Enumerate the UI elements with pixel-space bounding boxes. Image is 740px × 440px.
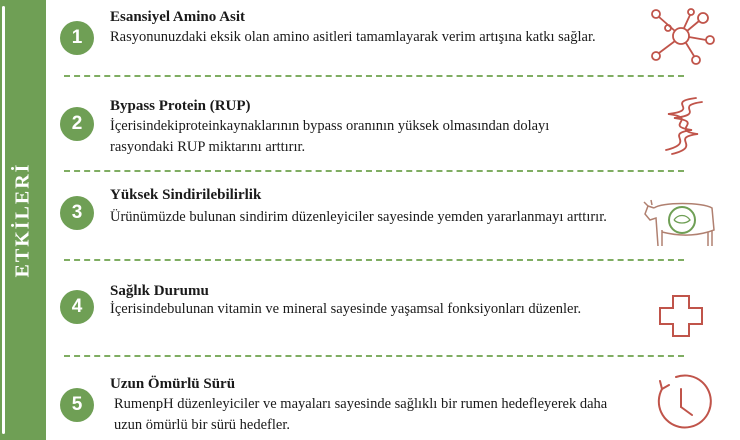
health-cross-icon [646,284,716,346]
effect-item-5 [46,365,740,440]
effect-item-3 [46,180,740,260]
dashed-separator [64,355,684,357]
item-number-badge: 3 [60,196,94,230]
dashed-separator [64,75,684,77]
item-title: Yüksek Sindirilebilirlik [110,187,262,203]
item-description: Rasyonunuzdaki eksik olan amino asitleri tamamlayarak verim artışına katkı sağlar. [110,29,596,45]
molecule-network-icon [646,6,716,68]
item-number-badge: 4 [60,290,94,324]
dashed-separator [64,170,684,172]
side-title: ETKİLERİ [11,162,34,278]
dashed-separator [64,259,684,261]
item-description: İçerisindekiproteinkaynaklarının bypass oranının yüksek olmasından dolayı rasyondaki RUP miktarını arttırır. [110,118,550,155]
side-bar-edge [2,6,5,434]
item-title: Esansiyel Amino Asit [110,9,246,25]
cow-digestion-icon [642,190,722,252]
item-description: İçerisindebulunan vitamin ve mineral sayesinde yaşamsal fonksiyonları düzenler. [110,301,582,317]
effect-item-1 [46,0,740,80]
effect-item-4 [46,270,740,350]
clock-icon [646,371,716,433]
item-number-badge: 2 [60,107,94,141]
effect-item-2 [46,90,740,170]
item-title: Uzun Ömürlü Sürü [110,376,236,392]
item-title: Bypass Protein (RUP) [110,98,251,114]
item-title: Sağlık Durumu [110,283,209,299]
protein-helix-icon [646,94,716,156]
side-bar [0,0,46,440]
item-description: Ürünümüzde bulunan sindirim düzenleyiciler sayesinde yemden yararlanmayı arttırır. [110,209,607,225]
item-description: RumenpH düzenleyiciler ve mayaları sayesinde sağlıklı bir rumen hedefleyerek daha uzun ömürlü bir sürü hedefler. [114,396,608,433]
item-number-badge: 1 [60,21,94,55]
item-number-badge: 5 [60,388,94,422]
